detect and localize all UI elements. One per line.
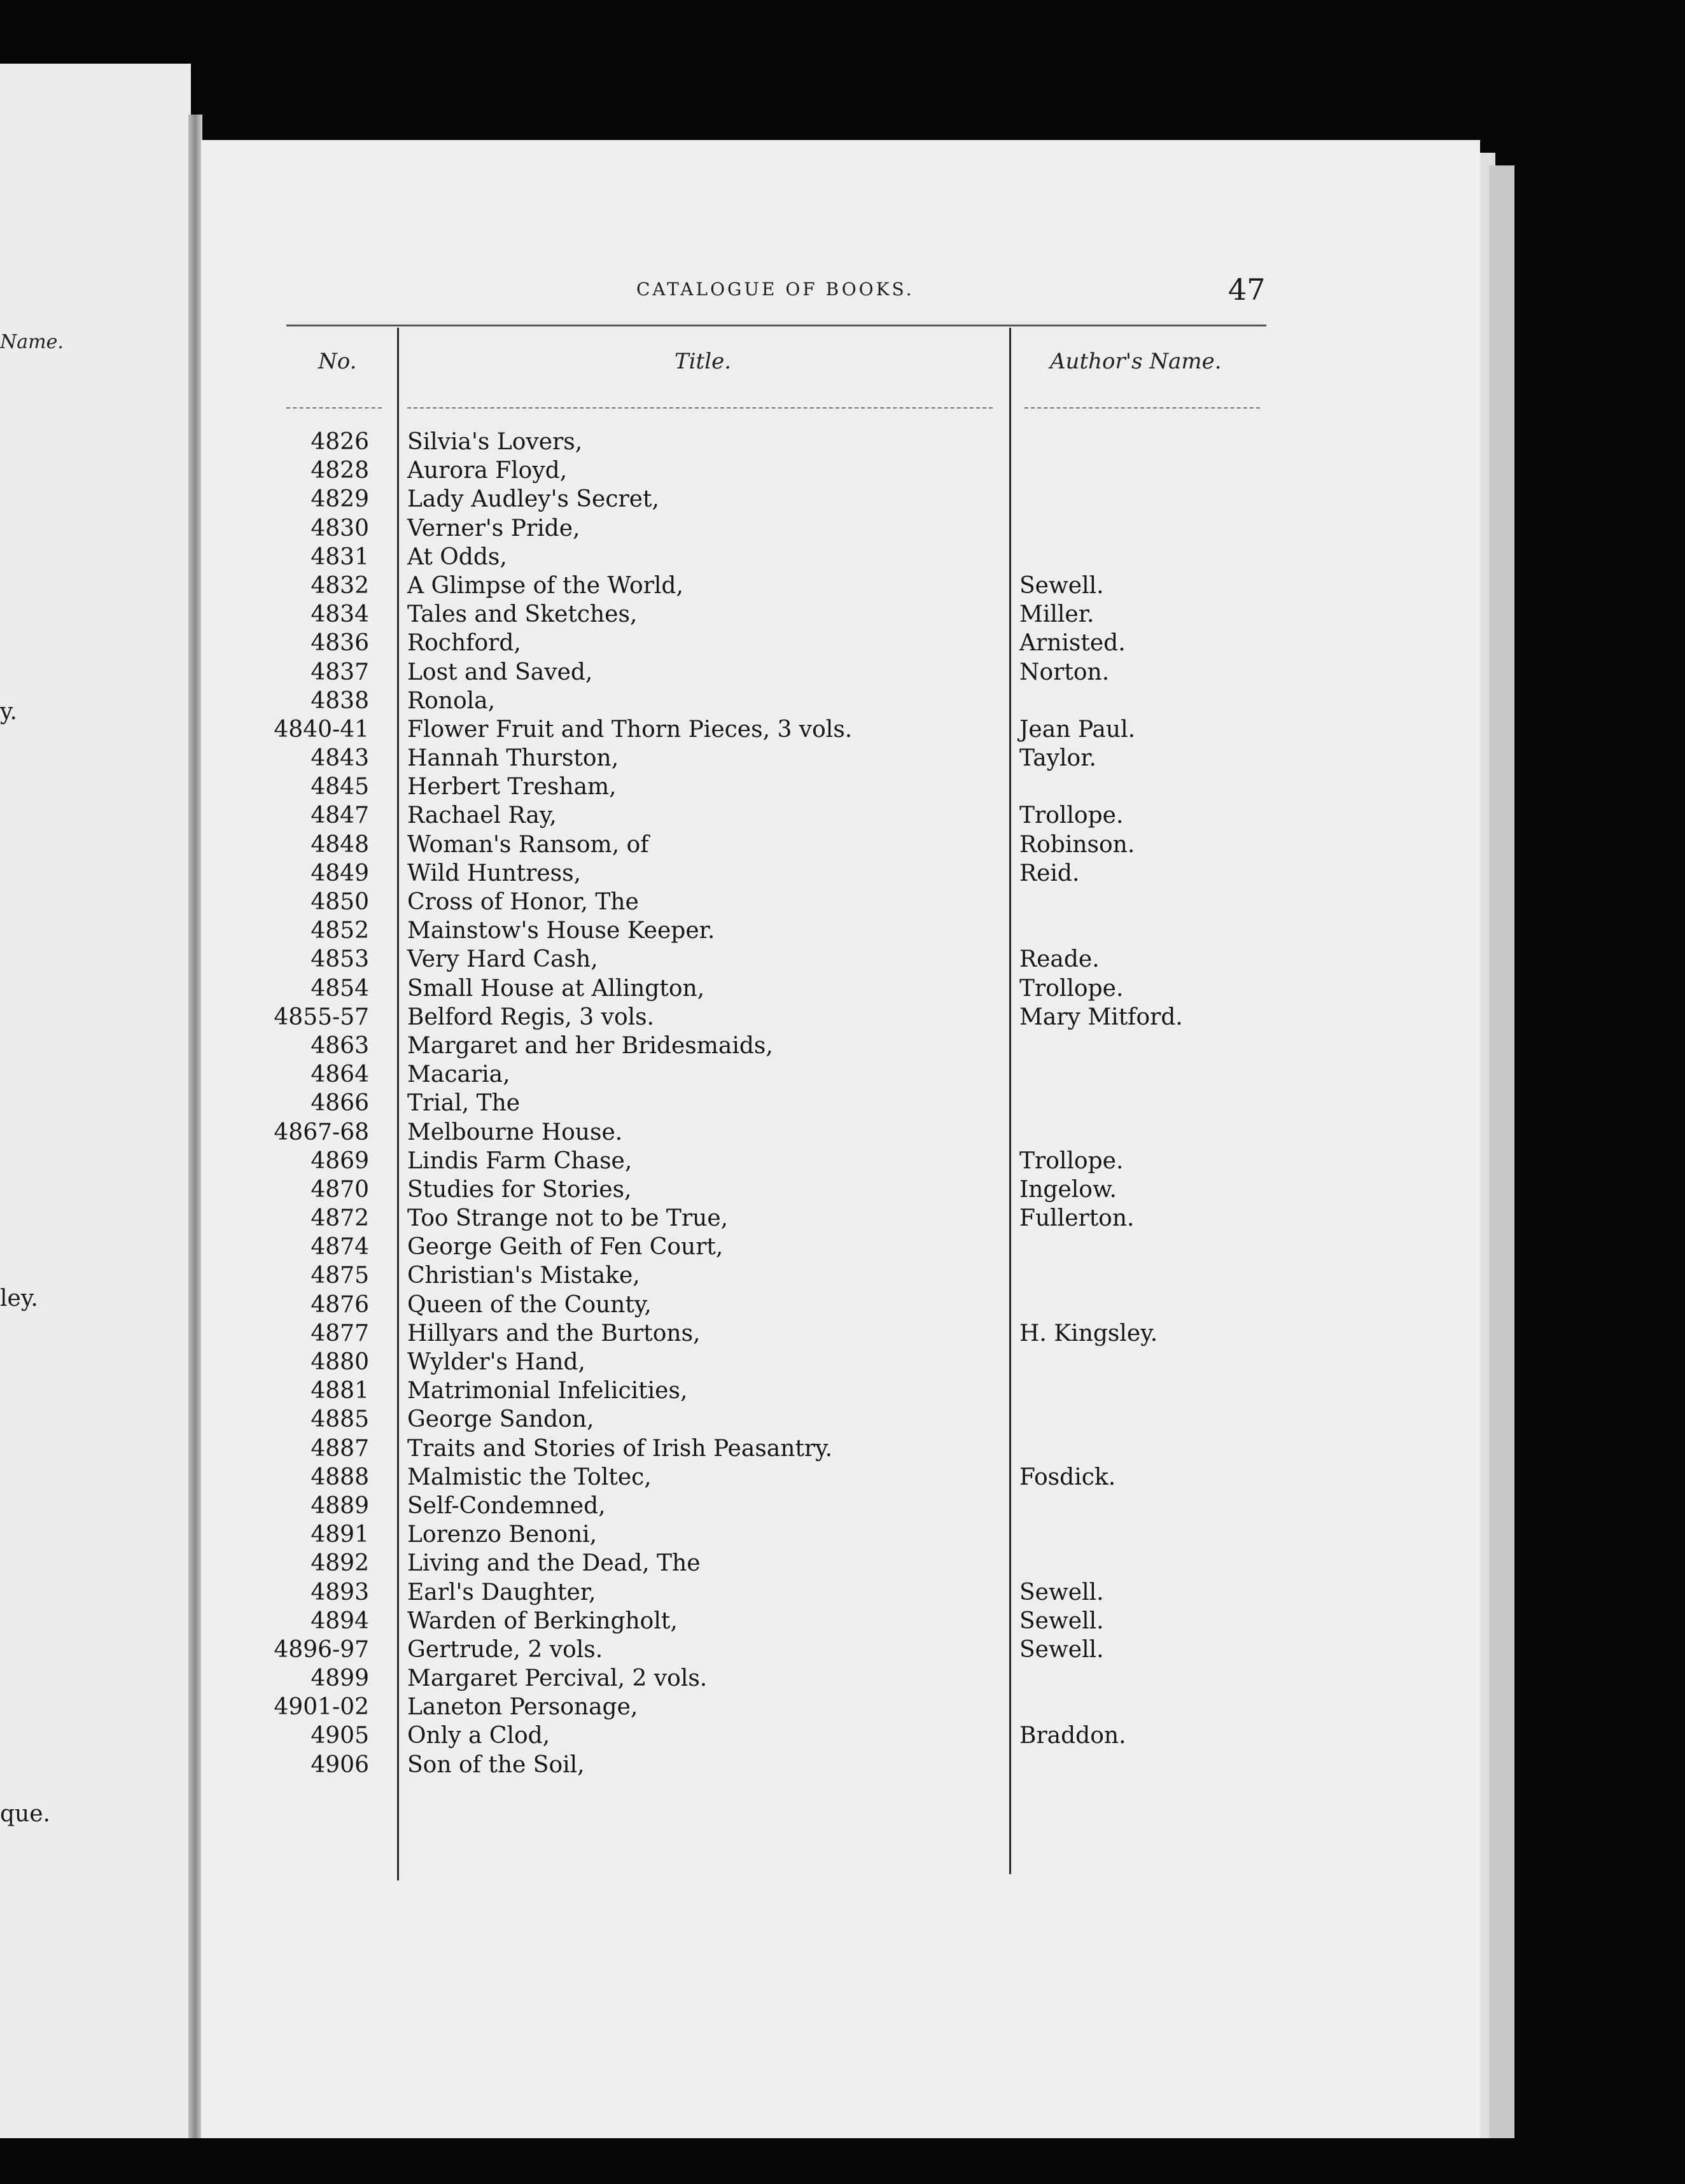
catalogue-entry bbox=[0, 571, 1273, 600]
entry-number: 4881 bbox=[311, 1378, 369, 1404]
entry-title: Wylder's Hand, bbox=[407, 1349, 585, 1375]
facing-column-header: Name. bbox=[0, 331, 64, 353]
catalogue-entry bbox=[0, 1463, 1273, 1492]
catalogue-entry bbox=[0, 1434, 1273, 1463]
entry-title: Traits and Stories of Irish Peasantry. bbox=[407, 1435, 833, 1462]
entry-title: Self-Condemned, bbox=[407, 1492, 606, 1519]
catalogue-entry bbox=[0, 600, 1273, 629]
catalogue-entry bbox=[0, 658, 1273, 687]
entry-title: Gertrude, 2 vols. bbox=[407, 1636, 603, 1663]
entry-author: Robinson. bbox=[1019, 831, 1135, 858]
entry-number: 4847 bbox=[311, 802, 369, 829]
catalogue-entry bbox=[0, 1319, 1273, 1348]
entry-title: At Odds, bbox=[407, 543, 507, 570]
column-rule bbox=[286, 407, 382, 409]
column-rule bbox=[407, 407, 993, 409]
entry-number: 4874 bbox=[311, 1234, 369, 1261]
entry-title: George Geith of Fen Court, bbox=[407, 1234, 724, 1261]
entry-title: Macaria, bbox=[407, 1061, 510, 1088]
entry-number: 4893 bbox=[311, 1579, 369, 1606]
entry-title: A Glimpse of the World, bbox=[407, 572, 683, 599]
catalogue-entry bbox=[0, 1261, 1273, 1290]
entry-number: 4854 bbox=[311, 975, 369, 1002]
catalogue-entry bbox=[0, 1348, 1273, 1376]
facing-text-fragment: y. bbox=[0, 699, 17, 725]
column-rule bbox=[1024, 407, 1260, 409]
entry-title: Only a Clod, bbox=[407, 1723, 550, 1749]
entry-author: Jean Paul. bbox=[1019, 716, 1136, 743]
catalogue-list bbox=[0, 428, 1273, 1779]
catalogue-entry bbox=[0, 1376, 1273, 1405]
catalogue-entry bbox=[0, 543, 1273, 571]
entry-title: Melbourne House. bbox=[407, 1119, 623, 1145]
entry-title: Too Strange not to be True, bbox=[407, 1205, 729, 1232]
entry-title: Queen of the County, bbox=[407, 1291, 652, 1318]
entry-title: Ronola, bbox=[407, 687, 496, 714]
entry-number: 4853 bbox=[311, 946, 369, 973]
entry-author: Ingelow. bbox=[1019, 1176, 1117, 1203]
entry-number: 4830 bbox=[311, 515, 369, 542]
entry-author: Trollope. bbox=[1019, 802, 1124, 829]
entry-title: Hannah Thurston, bbox=[407, 745, 619, 772]
entry-title: Laneton Personage, bbox=[407, 1694, 638, 1721]
page-edges bbox=[1489, 165, 1514, 2138]
entry-title: Herbert Tresham, bbox=[407, 774, 617, 801]
page-number: 47 bbox=[1228, 272, 1266, 307]
catalogue-entry bbox=[0, 1721, 1273, 1750]
entry-title: Aurora Floyd, bbox=[407, 458, 568, 484]
catalogue-entry bbox=[0, 1089, 1273, 1117]
entry-number: 4848 bbox=[311, 831, 369, 858]
entry-number: 4837 bbox=[311, 659, 369, 685]
entry-title: Tales and Sketches, bbox=[407, 601, 638, 628]
entry-title: Matrimonial Infelicities, bbox=[407, 1378, 688, 1404]
entry-title: Lost and Saved, bbox=[407, 659, 593, 685]
facing-text-fragment: que. bbox=[0, 1801, 50, 1827]
entry-author: Sewell. bbox=[1019, 1607, 1104, 1634]
entry-title: George Sandon, bbox=[407, 1406, 594, 1433]
entry-title: Living and the Dead, The bbox=[407, 1550, 701, 1577]
entry-number: 4864 bbox=[311, 1061, 369, 1088]
entry-number: 4899 bbox=[311, 1665, 369, 1692]
catalogue-entry bbox=[0, 974, 1273, 1003]
entry-title: Flower Fruit and Thorn Pieces, 3 vols. bbox=[407, 716, 853, 743]
catalogue-entry bbox=[0, 1635, 1273, 1664]
entry-author: Taylor. bbox=[1019, 745, 1096, 772]
catalogue-entry bbox=[0, 830, 1273, 859]
entry-title: Lorenzo Benoni, bbox=[407, 1522, 598, 1548]
entry-number: 4892 bbox=[311, 1550, 369, 1577]
facing-text-fragment: ley. bbox=[0, 1285, 38, 1312]
entry-number: 4887 bbox=[311, 1435, 369, 1462]
entry-title: Studies for Stories, bbox=[407, 1176, 632, 1203]
entry-title: Hillyars and the Burtons, bbox=[407, 1320, 701, 1347]
entry-number: 4872 bbox=[311, 1205, 369, 1232]
entry-author: Reid. bbox=[1019, 860, 1080, 886]
catalogue-entry bbox=[0, 1492, 1273, 1520]
entry-title: Silvia's Lovers, bbox=[407, 429, 583, 455]
entry-number: 4850 bbox=[311, 889, 369, 915]
catalogue-entry bbox=[0, 629, 1273, 657]
entry-number: 4828 bbox=[311, 458, 369, 484]
entry-number: 4867-68 bbox=[274, 1119, 369, 1145]
entry-author: Arnisted. bbox=[1019, 630, 1126, 657]
entry-title: Warden of Berkingholt, bbox=[407, 1607, 678, 1634]
column-header-author: Author's Name. bbox=[1050, 349, 1222, 374]
entry-number: 4896-97 bbox=[274, 1636, 369, 1663]
catalogue-entry bbox=[0, 888, 1273, 916]
entry-number: 4845 bbox=[311, 774, 369, 801]
catalogue-entry bbox=[0, 1003, 1273, 1032]
catalogue-entry bbox=[0, 1175, 1273, 1204]
catalogue-entry bbox=[0, 773, 1273, 801]
catalogue-entry bbox=[0, 1578, 1273, 1607]
entry-title: Margaret Percival, 2 vols. bbox=[407, 1665, 708, 1692]
entry-number: 4863 bbox=[311, 1032, 369, 1059]
catalogue-entry bbox=[0, 456, 1273, 485]
entry-number: 4838 bbox=[311, 687, 369, 714]
header-rule bbox=[286, 325, 1266, 326]
entry-author: Fullerton. bbox=[1019, 1205, 1135, 1232]
entry-title: Rochford, bbox=[407, 630, 521, 657]
entry-author: Sewell. bbox=[1019, 572, 1104, 599]
catalogue-entry bbox=[0, 916, 1273, 945]
entry-author: Fosdick. bbox=[1019, 1464, 1116, 1490]
entry-title: Margaret and her Bridesmaids, bbox=[407, 1032, 773, 1059]
entry-author: H. Kingsley. bbox=[1019, 1320, 1158, 1347]
entry-author: Trollope. bbox=[1019, 1147, 1124, 1174]
catalogue-entry bbox=[0, 1118, 1273, 1147]
entry-number: 4840-41 bbox=[274, 716, 369, 743]
entry-author: Reade. bbox=[1019, 946, 1100, 973]
catalogue-entry bbox=[0, 1291, 1273, 1319]
entry-author: Mary Mitford. bbox=[1019, 1004, 1183, 1030]
entry-number: 4870 bbox=[311, 1176, 369, 1203]
column-header-title: Title. bbox=[675, 349, 732, 374]
entry-title: Christian's Mistake, bbox=[407, 1263, 640, 1289]
entry-number: 4891 bbox=[311, 1522, 369, 1548]
catalogue-entry bbox=[0, 1405, 1273, 1434]
entry-number: 4888 bbox=[311, 1464, 369, 1490]
entry-number: 4855-57 bbox=[274, 1004, 369, 1030]
entry-title: Woman's Ransom, of bbox=[407, 831, 649, 858]
catalogue-entry bbox=[0, 715, 1273, 744]
entry-title: Wild Huntress, bbox=[407, 860, 582, 886]
entry-title: Very Hard Cash, bbox=[407, 946, 598, 973]
catalogue-entry bbox=[0, 801, 1273, 830]
entry-number: 4849 bbox=[311, 860, 369, 886]
entry-number: 4877 bbox=[311, 1320, 369, 1347]
entry-number: 4836 bbox=[311, 630, 369, 657]
entry-title: Belford Regis, 3 vols. bbox=[407, 1004, 655, 1030]
entry-number: 4906 bbox=[311, 1751, 369, 1778]
entry-title: Small House at Allington, bbox=[407, 975, 705, 1002]
catalogue-entry bbox=[0, 744, 1273, 773]
entry-number: 4894 bbox=[311, 1607, 369, 1634]
catalogue-entry bbox=[0, 1549, 1273, 1578]
entry-title: Lindis Farm Chase, bbox=[407, 1147, 633, 1174]
catalogue-entry bbox=[0, 1520, 1273, 1549]
catalogue-entry bbox=[0, 428, 1273, 456]
entry-title: Mainstow's House Keeper. bbox=[407, 918, 715, 944]
entry-author: Braddon. bbox=[1019, 1723, 1126, 1749]
entry-title: Earl's Daughter, bbox=[407, 1579, 596, 1606]
entry-title: Malmistic the Toltec, bbox=[407, 1464, 652, 1490]
entry-author: Norton. bbox=[1019, 659, 1110, 685]
catalogue-entry bbox=[0, 945, 1273, 974]
entry-number: 4834 bbox=[311, 601, 369, 628]
entry-author: Trollope. bbox=[1019, 975, 1124, 1002]
entry-number: 4829 bbox=[311, 486, 369, 513]
entry-number: 4843 bbox=[311, 745, 369, 772]
entry-number: 4875 bbox=[311, 1263, 369, 1289]
catalogue-entry bbox=[0, 687, 1273, 715]
entry-number: 4905 bbox=[311, 1723, 369, 1749]
catalogue-entry bbox=[0, 859, 1273, 888]
entry-number: 4889 bbox=[311, 1492, 369, 1519]
entry-number: 4852 bbox=[311, 918, 369, 944]
column-header-no: No. bbox=[318, 349, 357, 374]
catalogue-entry bbox=[0, 514, 1273, 543]
catalogue-entry bbox=[0, 1204, 1273, 1233]
entry-number: 4826 bbox=[311, 429, 369, 455]
catalogue-entry bbox=[0, 1607, 1273, 1635]
entry-number: 4876 bbox=[311, 1291, 369, 1318]
entry-author: Miller. bbox=[1019, 601, 1094, 628]
entry-title: Trial, The bbox=[407, 1090, 521, 1117]
entry-author: Sewell. bbox=[1019, 1579, 1104, 1606]
entry-title: Rachael Ray, bbox=[407, 802, 557, 829]
running-head: CATALOGUE OF BOOKS. bbox=[636, 279, 914, 300]
entry-number: 4880 bbox=[311, 1349, 369, 1375]
catalogue-entry bbox=[0, 1032, 1273, 1060]
entry-number: 4901-02 bbox=[274, 1694, 369, 1721]
catalogue-entry bbox=[0, 1664, 1273, 1693]
entry-title: Cross of Honor, The bbox=[407, 889, 639, 915]
catalogue-entry bbox=[0, 1233, 1273, 1261]
entry-number: 4869 bbox=[311, 1147, 369, 1174]
entry-number: 4832 bbox=[311, 572, 369, 599]
entry-title: Lady Audley's Secret, bbox=[407, 486, 659, 513]
entry-number: 4866 bbox=[311, 1090, 369, 1117]
entry-author: Sewell. bbox=[1019, 1636, 1104, 1663]
entry-title: Son of the Soil, bbox=[407, 1751, 585, 1778]
entry-number: 4831 bbox=[311, 543, 369, 570]
catalogue-entry bbox=[0, 1060, 1273, 1089]
entry-title: Verner's Pride, bbox=[407, 515, 580, 542]
catalogue-entry bbox=[0, 1147, 1273, 1175]
catalogue-entry bbox=[0, 485, 1273, 514]
catalogue-entry bbox=[0, 1693, 1273, 1721]
entry-number: 4885 bbox=[311, 1406, 369, 1433]
catalogue-entry bbox=[0, 1751, 1273, 1779]
